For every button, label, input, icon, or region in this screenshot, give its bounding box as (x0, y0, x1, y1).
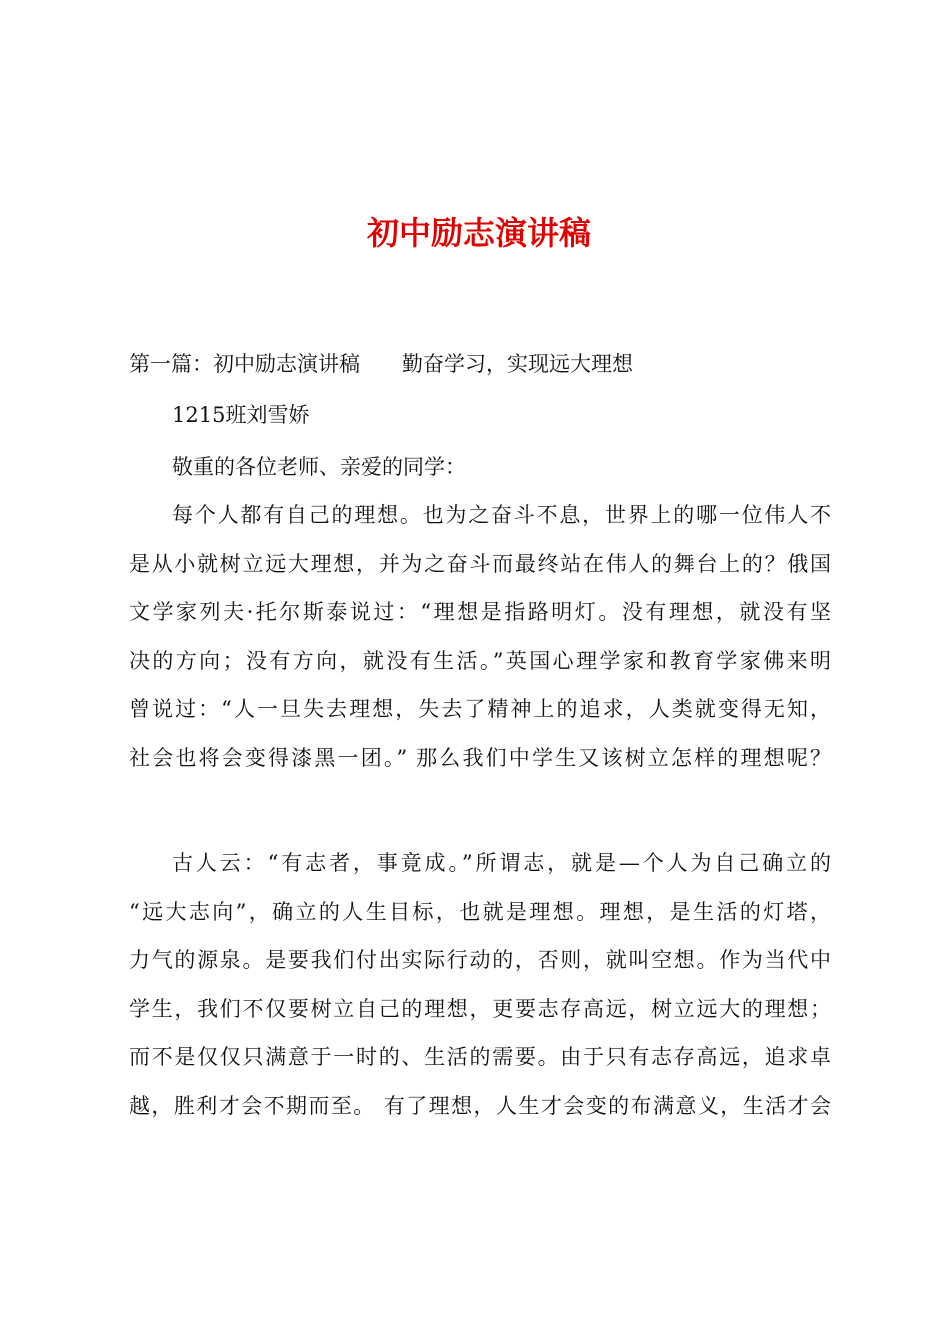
paragraph-line: 文学家列夫·托尔斯泰说过：“理想是指路明灯。没有理想，就没有坚 (129, 600, 831, 624)
paragraph-line: 曾说过：“人一旦失去理想，失去了精神上的追求，人类就变得无知， (129, 697, 831, 721)
author-line: 1215班刘雪娇 (172, 403, 310, 427)
paragraph-line: 而不是仅仅只满意于一时的、生活的需要。由于只有志存高远，追求卓 (129, 1045, 831, 1069)
paragraph-line: 决的方向；没有方向，就没有生活。”英国心理学家和教育学家佛来明 (129, 649, 831, 673)
paragraph-line: 学生，我们不仅要树立自己的理想，更要志存高远，树立远大的理想； (129, 997, 831, 1021)
paragraph-line: 越，胜利才会不期而至。 有了理想，人生才会变的布满意义，生活才会 (129, 1094, 831, 1118)
paragraph-line: 力气的源泉。是要我们付出实际行动的，否则，就叫空想。作为当代中 (129, 948, 831, 972)
paragraph-line: 古人云：“有志者，事竟成。”所谓志，就是—个人为自己确立的 (172, 851, 831, 875)
paragraph-line: “远大志向”，确立的人生目标，也就是理想。理想，是生活的灯塔， (129, 900, 831, 924)
document-title: 初中励志演讲稿 (366, 214, 591, 252)
paragraph-line: 是从小就树立远大理想，并为之奋斗而最终站在伟人的舞台上的？俄国 (129, 552, 831, 576)
section-heading: 第一篇：初中励志演讲稿 勤奋学习，实现远大理想 (129, 352, 633, 376)
paragraph-line: 社会也将会变得漆黑一团。” 那么我们中学生又该树立怎样的理想呢？ (129, 746, 831, 770)
paragraph-line: 每个人都有自己的理想。也为之奋斗不息，世界上的哪一位伟人不 (172, 503, 831, 527)
salutation: 敬重的各位老师、亲爱的同学： (172, 455, 466, 479)
